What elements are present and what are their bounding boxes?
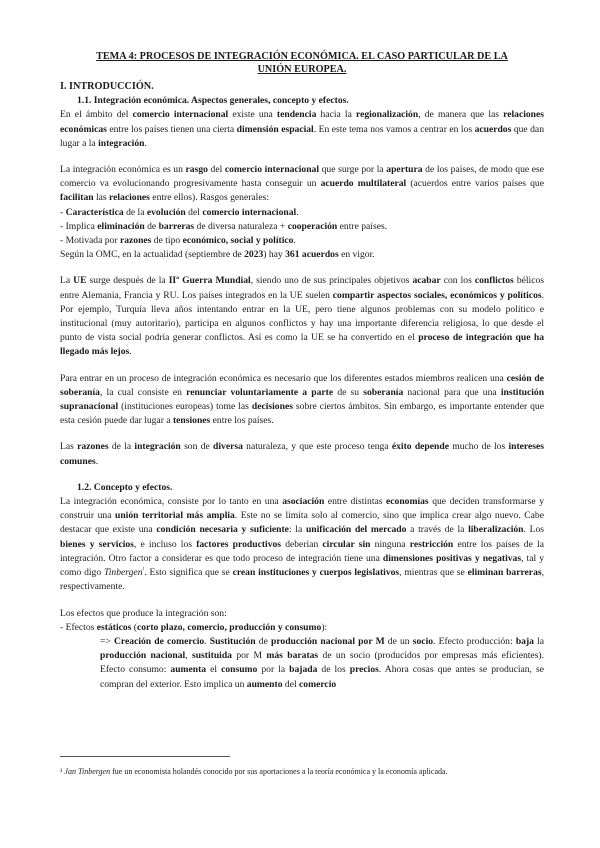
text-run: de <box>144 220 159 232</box>
text-run: entre ellos). Rasgos generales: <box>149 192 269 204</box>
text-run: Las <box>60 441 78 453</box>
text-run: existe una <box>228 109 277 121</box>
text-run: decisiones <box>251 401 293 413</box>
text-run: . <box>129 346 132 358</box>
text-run: por la <box>257 664 290 676</box>
text-run: baja <box>515 635 534 647</box>
text-run: - <box>60 206 66 218</box>
text-run: , e incluso los <box>133 538 197 550</box>
text-run: entre los países. <box>210 415 274 427</box>
text-run: soberanía <box>363 386 404 398</box>
text-run: - Motivada por <box>60 235 120 247</box>
text-run: factores productivos <box>196 538 282 550</box>
text-run: Según la OMC, en la actualidad (septiembre de <box>60 249 245 261</box>
text-run: La <box>60 275 74 287</box>
text-run: con los <box>440 275 475 287</box>
paragraph-1 <box>60 108 544 151</box>
text-run: Creación de comercio <box>114 635 205 647</box>
text-run: de tipo <box>151 235 183 247</box>
text-run: barreras <box>158 220 195 232</box>
text-run: de <box>255 635 271 647</box>
text-run: intereses comunes <box>60 441 544 467</box>
text-run: producción nacional por M <box>271 635 385 647</box>
text-run: sustituida <box>191 650 232 662</box>
text-run: estáticos <box>96 621 132 633</box>
text-run: de un <box>384 635 413 647</box>
text-run: . <box>296 206 299 218</box>
text-run: relaciones <box>109 192 150 204</box>
text-run: , siendo uno de sus principales objetivos <box>250 275 413 287</box>
text-run: unión territorial más amplia <box>115 510 235 522</box>
text-run: La integración económica es un <box>60 164 186 176</box>
text-run: surge después de la <box>86 275 169 287</box>
text-run: comercio <box>299 678 337 690</box>
text-run: cooperación <box>287 220 338 232</box>
paragraph-6 <box>60 495 544 594</box>
list-item-2 <box>60 220 544 234</box>
text-run: rasgo <box>185 164 208 176</box>
text-run: restricción <box>409 538 454 550</box>
text-run: tendencia <box>276 109 317 121</box>
text-run: de los países, de modo que ese comercio va evolucionando progresivamente hasta conseguir un <box>60 164 544 190</box>
text-run: conflictos <box>474 275 514 287</box>
text-run: proceso de integración que ha llegado más lejos <box>60 332 544 358</box>
text-run: La integración económica, consiste por lo tanto en una <box>60 496 283 508</box>
list-item-3 <box>60 234 544 248</box>
paragraph-8 <box>60 621 544 635</box>
text-run: compartir aspectos sociales, económicos y políticos <box>332 289 542 301</box>
text-run: sobre ciertos ámbitos. Sin embargo, es importante entender que esta cesión puede dar lugar a <box>60 401 544 427</box>
text-run: liberalización <box>468 524 524 536</box>
text-run: socio <box>412 635 434 647</box>
text-run: bajada <box>289 664 318 676</box>
text-run: dimensión espacial <box>236 123 314 135</box>
text-run: del <box>185 206 203 218</box>
text-run: facilitan <box>60 192 94 204</box>
text-run: de la <box>108 441 135 453</box>
list-item-1 <box>60 206 544 220</box>
text-run: . <box>204 635 210 647</box>
text-run: las <box>93 192 110 204</box>
text-run: . <box>293 235 296 247</box>
text-run: comercio internacional <box>202 206 297 218</box>
text-run: económico, social y político <box>182 235 294 247</box>
text-run: acabar <box>412 275 441 287</box>
text-run: : la <box>288 524 306 536</box>
text-run: consumo <box>221 664 258 676</box>
paragraph-4 <box>60 372 544 429</box>
text-run: renunciar voluntariamente a parte <box>186 386 334 398</box>
text-run: a través de la <box>406 524 469 536</box>
text-run: condición necesaria y suficiente <box>156 524 289 536</box>
text-run: Los efectos que produce la integración son: <box>60 607 227 619</box>
text-run: . Ahora cosas que antes se producían, se compran del exterior. Esto implica un <box>100 664 544 690</box>
text-run: razones <box>77 441 109 453</box>
text-run: mucho de los <box>448 441 509 453</box>
text-run: Tinbergen <box>103 567 143 579</box>
text-run: . Los <box>523 524 545 536</box>
text-run: relaciones económicas <box>60 109 545 135</box>
text-run: 2023 <box>244 249 264 261</box>
text-run: - Implica <box>60 220 98 232</box>
paragraph-7 <box>60 607 544 621</box>
text-run: economías <box>386 496 429 508</box>
text-run: eliminación <box>97 220 145 232</box>
text-run: IIª Guerra Mundial <box>168 275 251 287</box>
text-run: 361 acuerdos <box>285 249 339 261</box>
text-run: por M <box>231 650 267 662</box>
document-page <box>60 50 544 692</box>
title-line-2: UNIÓN EUROPEA. <box>257 64 347 75</box>
text-run: comercio internacional <box>132 109 229 121</box>
text-run: comercio internacional <box>224 164 319 176</box>
text-run: la <box>533 635 545 647</box>
text-run: integración <box>98 137 145 149</box>
text-run: . En este tema nos vamos a centrar en los <box>313 123 475 135</box>
text-run: en vigor. <box>338 249 375 261</box>
text-run: de diversa naturaleza + <box>194 220 288 232</box>
text-run: Jan Tinbergen <box>64 767 111 776</box>
text-run: dimensiones positivas y negativas <box>382 552 522 564</box>
text-run: , respectivamente. <box>60 567 545 593</box>
paragraph-3 <box>60 274 544 359</box>
text-run: que surge por la <box>319 164 387 176</box>
text-run: => <box>100 635 114 647</box>
subsection-heading-1-2: 1.2. Concepto y efectos. <box>77 481 173 493</box>
text-run: , de manera que las <box>418 109 504 121</box>
text-run: entre los países tienen una cierta <box>106 123 237 135</box>
text-run: UE <box>73 275 87 287</box>
text-run: fue un economista holandés conocido por sus aportaciones a la teoría económica y la economía aplicada. <box>110 767 448 776</box>
text-run: corto plazo, comercio, producción y consumo <box>137 621 322 633</box>
text-run: del <box>207 164 225 176</box>
text-run: ): <box>321 621 328 633</box>
text-run: . Por ejemplo, Turquía lleva años intentando entrar en la UE, pero tiene algunos problemas con su modelo político e institucional (muy autoritario), participa en algunos conflictos y hay una importante diferencia religiosa, lo que desde el punto de vista social podría generar conflictos. Así es como la UE se ha convertido en el <box>60 289 545 344</box>
text-run: . Este no se limita solo al comercio, sino que implica crear algo nuevo. Cabe destacar que existe una <box>60 510 544 536</box>
text-run: entre distintas <box>324 496 387 508</box>
text-run: eliminan barreras <box>467 567 542 579</box>
text-run: ¹ <box>142 566 145 573</box>
footnote <box>60 766 544 777</box>
paragraph-9 <box>60 635 544 692</box>
text-run: integración <box>134 441 181 453</box>
text-run: unificación del mercado <box>305 524 407 536</box>
text-run: evolución <box>146 206 186 218</box>
text-run: - Efectos <box>60 621 97 633</box>
text-run: bélicos entre Alemania, Francia y RU. Los países integrados en la UE suelen <box>60 275 545 301</box>
text-run: , la cual consiste en <box>99 386 187 398</box>
text-run: circular sin <box>322 538 371 550</box>
text-run: , tal y como digo <box>60 552 544 579</box>
text-run: producción nacional <box>100 650 186 662</box>
text-run: de su <box>333 386 364 398</box>
text-run: precios <box>349 664 379 676</box>
text-run: aumento <box>246 678 283 690</box>
text-run: , mientras que se <box>399 567 468 579</box>
omc-note <box>60 248 544 262</box>
text-run: cesión de soberanía <box>60 372 544 398</box>
subsection-heading-1-1: 1.1. Integración económica. Aspectos generales, concepto y efectos. <box>77 95 349 107</box>
text-run: que dan lugar a la <box>60 123 544 149</box>
text-run: hacia la <box>316 109 356 121</box>
paragraph-5 <box>60 440 544 468</box>
text-run: Sustitución <box>209 635 256 647</box>
text-run: razones <box>119 235 152 247</box>
text-run: (acuerdos entre varios países que <box>406 178 544 190</box>
text-run: el <box>206 664 222 676</box>
text-run: En el ámbito del <box>60 109 133 121</box>
text-run: entre los países de la integración. Otro factor a considerar es que todo proceso de integración tiene una <box>60 538 544 564</box>
text-run: apertura <box>386 164 423 176</box>
text-run: . <box>95 455 99 467</box>
text-run: de un socio (producidos por empresas más eficientes). Efecto consumo: <box>100 650 545 676</box>
paragraph-2 <box>60 163 544 206</box>
text-run: Característica <box>65 206 124 218</box>
text-run: más baratas <box>266 650 319 662</box>
text-run: asociación <box>282 496 325 508</box>
text-run: ¹ <box>60 767 65 776</box>
text-run: acuerdo multilateral <box>320 178 407 190</box>
text-run: ) hay <box>263 249 286 261</box>
text-run: tensiones <box>172 415 211 427</box>
text-run: aumenta <box>170 664 207 676</box>
text-run: . <box>144 137 147 149</box>
text-run: crean instituciones y cuerpos legislativos <box>232 567 400 579</box>
text-run: del <box>282 678 300 690</box>
text-run: institución supranacional <box>60 386 545 413</box>
section-heading-introduccion: I. INTRODUCCIÓN. <box>60 81 154 92</box>
text-run: deberían <box>281 538 323 550</box>
document-title <box>60 50 544 76</box>
text-run: de la <box>123 206 147 218</box>
text-run: . Esto significa que se <box>144 567 233 579</box>
text-run: de los <box>317 664 350 676</box>
text-run: éxito depende <box>391 441 449 453</box>
text-run: diversa <box>213 441 243 453</box>
text-run: nacional para que una <box>403 386 501 398</box>
text-run: (instituciones europeas) tome las <box>118 401 252 413</box>
text-run: , <box>185 650 192 662</box>
text-run: son de <box>180 441 214 453</box>
text-run: ninguna <box>370 538 410 550</box>
text-run: naturaleza, y que este proceso tenga <box>242 441 392 453</box>
text-run: . Efecto producción: <box>433 635 516 647</box>
text-run: que deciden transformarse y construir una <box>60 496 544 522</box>
text-run: acuerdos <box>474 123 512 135</box>
text-run: Para entrar en un proceso de integración económica es necesario que los diferentes estados miembros realicen una <box>60 372 507 384</box>
title-line-1: TEMA 4: PROCESOS DE INTEGRACIÓN ECONÓMICA. EL CASO PARTICULAR DE LA <box>96 51 508 62</box>
text-run: bienes y servicios <box>60 538 134 550</box>
text-run: regionalización <box>356 109 419 121</box>
text-run: entre países. <box>337 220 388 232</box>
text-run: ( <box>131 621 137 633</box>
footnote-separator <box>60 756 230 757</box>
